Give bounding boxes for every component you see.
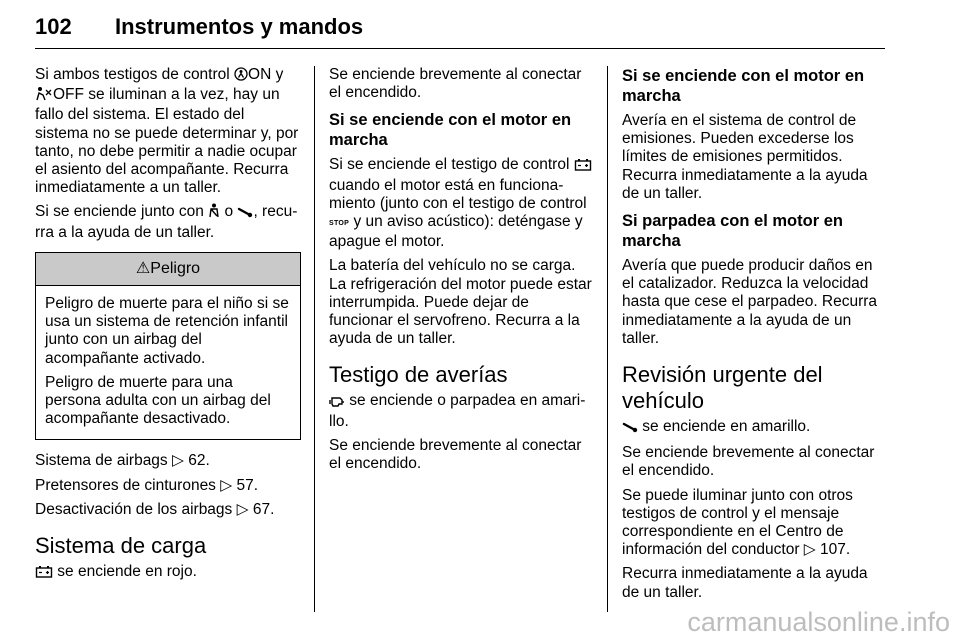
paragraph-airbag-indicators: Si ambos testigos de control ON y OFF se iluminan a la vez, hay un fallo del sistema. El estado del sistema no se puede determinar y, por tanto, no debe permitir a nadie ocupar el asiento del acompañante. Recurra inmediatamente a un taller. [35,66,299,197]
warning-body [36,286,300,439]
paragraph-driver-info-centre: Se puede iluminar junto con otros testigos de control y el mensaje correspondiente en el Centro de información del conductor ▷ 107. [622,486,853,559]
section-title-charging-system: Sistema de carga [35,533,207,559]
page-ref-icon: ▷ [236,500,249,518]
engine-icon [329,394,345,412]
column-3 [622,66,888,608]
warning-paragraph-1: Peligro de muerte para el niño si se usa un sistema de retención infantil junto con un airbag del acompañante activado. [45,295,289,367]
wrench-icon [622,420,638,438]
warning-paragraph-2: Peligro de muerte para una persona adulta con un airbag del acompañante desactivado. [45,373,271,428]
battery-icon [574,158,592,176]
wrench-icon [237,205,253,223]
paragraph-catalyst-damage: Avería que puede producir daños en el catalizador. Reduzca la velocidad hasta que cese el parpadeo. Recurra inmediatamente a la ayuda de un taller. [622,257,878,347]
paragraph-workshop-3: Recurra inmediatamente a la ayuda de un taller. [622,565,868,601]
column-divider-1 [314,66,315,612]
paragraph-workshop: Si se enciende junto con o , recurra a la ayuda de un taller. [35,203,298,241]
warning-triangle-icon: ⚠ [135,259,151,277]
paragraph-emission-fault: Avería en el sistema de control de emisiones. Pueden excederse los límites de emisiones permitidos. Recurra inmediatamente a la ayuda de un taller. [622,112,868,202]
section-title-urgent-check: Revisión urgente del vehículo [622,362,823,414]
reference-airbag-system: Sistema de airbags ▷ 62. [35,452,210,470]
reference-belt-pretensioners: Pretensores de cinturones ▷ 57. [35,476,259,494]
watermark: carmanualsonline.info [687,607,950,637]
page-title: Instrumentos y mandos [115,14,364,39]
page-ref-icon: ▷ [803,541,816,559]
paragraph-malfunction-yellow: se enciende o parpadea en amarillo. [329,392,586,430]
page-header [35,14,885,49]
airbag-on-icon [234,67,248,86]
page-number: 102 [35,14,72,39]
warning-box [35,252,301,441]
paragraph-battery-not-charging: La batería del vehículo no se carga. La refrigeración del motor puede estar interrumpida. Puede dejar de funcionar el servofreno. Recurra a la ayuda de un taller. [329,257,592,348]
battery-icon [35,565,53,583]
section-title-malfunction: Testigo de averías [329,362,508,388]
subheading-engine-running: Si se enciende con el motor en marcha [329,111,572,150]
reference-airbag-deactivation: Desactivación de los airbags ▷ 67. [35,500,275,518]
paragraph-charge-indicator: Si se enciende el testigo de control cuando el motor está en funcionamiento (junto con el testigo de control STOP y un aviso acústico): deténgase y apague el motor. [329,156,595,251]
subheading-engine-running-2: Si se enciende con el motor en marcha [622,67,865,105]
airbag-off-icon [35,86,53,106]
column-divider-2 [607,66,608,612]
subheading-flashing: Si parpadea con el motor en marcha [622,212,843,251]
paragraph-charging-red: se enciende en rojo. [35,563,301,583]
paragraph-briefly-on: Se enciende brevemente al conectar el encendido. [329,66,582,102]
paragraph-briefly-on-2: Se enciende brevemente al conectar el encendido. [329,436,582,473]
seat-belt-icon [208,203,220,223]
stop-icon: STOP [329,220,350,228]
warning-header: ⚠Peligro [36,253,300,286]
page-ref-icon: ▷ [172,452,184,470]
column-1 [35,66,301,589]
page-ref-icon: ▷ [220,476,233,494]
paragraph-briefly-on-3: Se enciende brevemente al conectar el encendido. [622,444,875,480]
paragraph-urgent-yellow: se enciende en amarillo. [622,418,888,438]
column-2 [329,66,595,479]
